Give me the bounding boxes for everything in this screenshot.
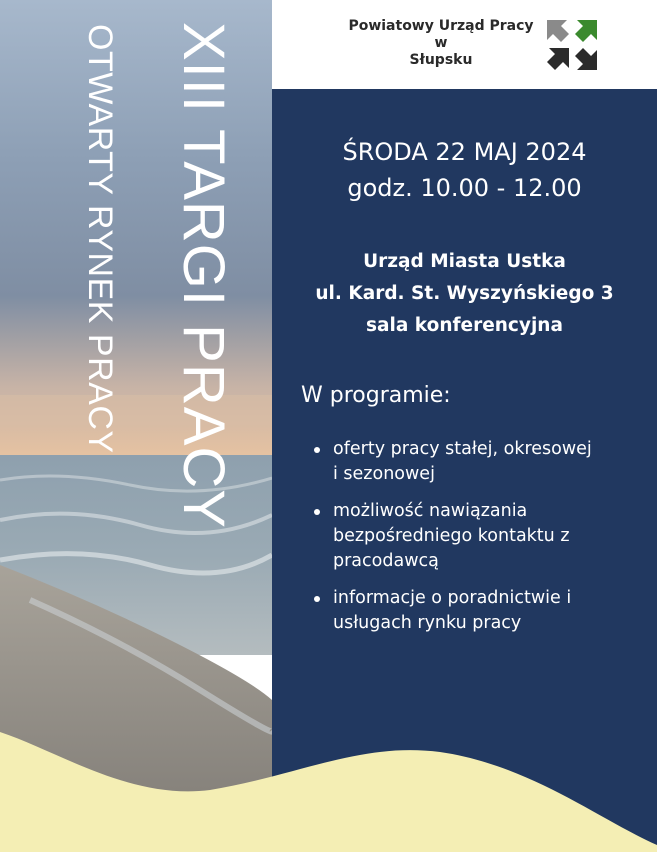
- venue-room: sala konferencyjna: [366, 315, 563, 336]
- list-item-line: i sezonowej: [333, 464, 435, 484]
- event-title: XIII TARGI PRACY: [171, 22, 236, 529]
- event-time: godz. 10.00 - 12.00: [347, 174, 582, 202]
- list-item-line: usługach rynku pracy: [333, 613, 522, 633]
- venue-name: Urząd Miasta Ustka: [363, 251, 566, 272]
- list-item-line: możliwość nawiązania: [333, 501, 528, 521]
- org-line-3: Słupsku: [409, 52, 473, 68]
- event-subtitle: OTWARTY RYNEK PRACY: [81, 24, 119, 454]
- venue-address: ul. Kard. St. Wyszyńskiego 3: [315, 283, 614, 304]
- list-item-line: pracodawcą: [333, 551, 439, 571]
- org-line-1: Powiatowy Urząd Pracy: [348, 18, 534, 34]
- list-item-line: informacje o poradnictwie i: [333, 588, 572, 608]
- list-item-line: oferty pracy stałej, okresowej: [333, 439, 592, 459]
- list-item-line: bezpośredniego kontaktu z: [333, 526, 570, 546]
- org-line-2: w: [434, 35, 448, 51]
- event-date: ŚRODA 22 MAJ 2024: [342, 138, 587, 166]
- program-heading: W programie:: [301, 383, 451, 408]
